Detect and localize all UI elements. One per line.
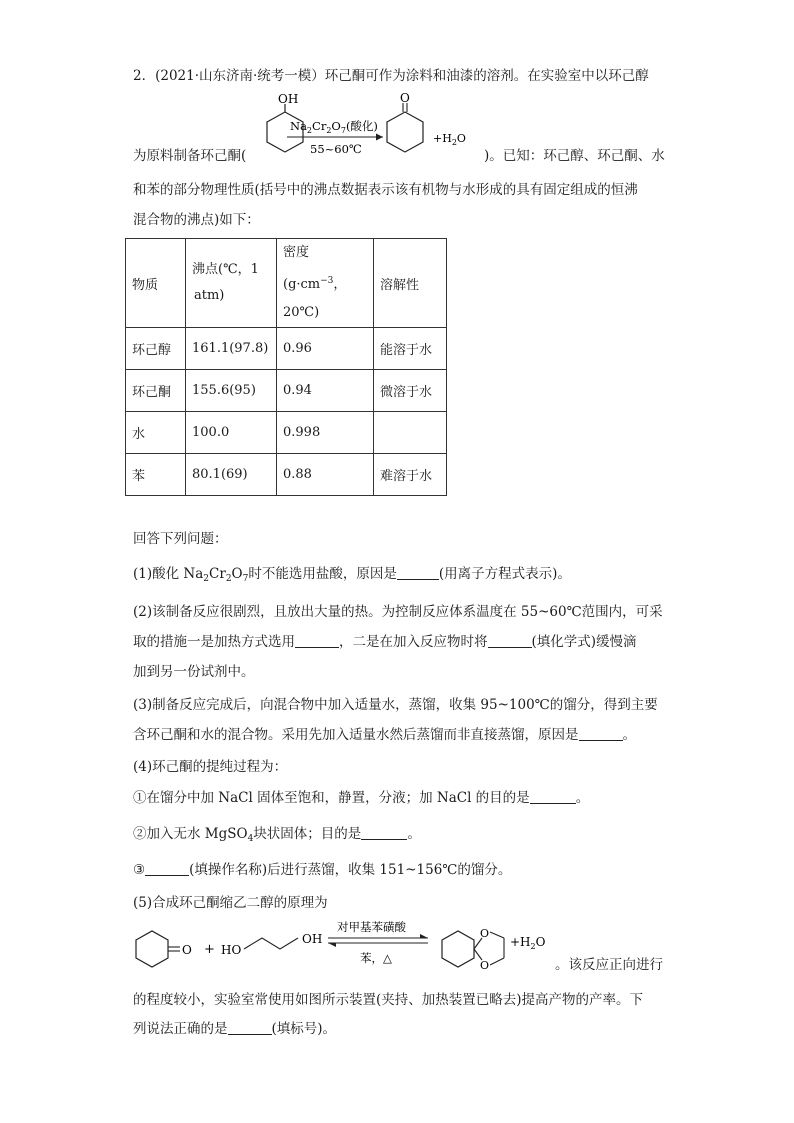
condition-label: 55~60℃ (310, 142, 362, 156)
question-4-step-2: ②加入无水 MgSO$_4$块状固体；目的是 。 (133, 826, 421, 844)
catalyst-label: 对甲基苯磺酸 (337, 920, 406, 934)
table-row (126, 370, 447, 412)
cell-boiling-point: 100.0 (186, 412, 277, 454)
cell-substance: 苯 (126, 454, 186, 496)
question-5-line-2: 的程度较小，实验室常使用如图所示装置(夹持、加热装置已略去)提高产物的产率。下 (133, 992, 644, 1008)
cyclohexanone-ring (387, 112, 423, 152)
properties-table (125, 238, 447, 496)
diol-ho-label: HO (221, 943, 242, 957)
header-boiling-point: 沸点(℃，1 atm) (186, 239, 277, 328)
question-5-line-3: 列说法正确的是 (填标号)。 (133, 1021, 337, 1037)
cell-boiling-point: 155.6(95) (186, 370, 277, 412)
table-row (126, 328, 447, 370)
question-line-2a: 为原料制备环己酮( (133, 148, 247, 164)
header-solubility: 溶解性 (374, 239, 447, 328)
cell-solubility: 能溶于水 (374, 328, 447, 370)
question-line-1: 2．(2021·山东济南·统考一模）环己酮可作为涂料和油漆的溶剂。在实验室中以环己醇 (133, 68, 649, 84)
cell-density: 0.998 (277, 412, 374, 454)
cell-solubility (374, 412, 447, 454)
header-substance: 物质 (126, 239, 186, 328)
ketal-o-bottom: O (480, 959, 490, 972)
ketone-o-label: O (182, 943, 192, 957)
answer-blank (488, 633, 532, 648)
reaction-1-scheme (245, 92, 485, 170)
question-line-2b: )。已知：环己醇、环己酮、水 (484, 148, 665, 164)
question-4-intro: (4)环己酮的提纯过程为： (133, 759, 288, 775)
cell-boiling-point: 161.1(97.8) (186, 328, 277, 370)
cell-density: 0.88 (277, 454, 374, 496)
question-5-intro: (5)合成环己酮缩乙二醇的原理为 (133, 895, 328, 911)
cell-substance: 环己醇 (126, 328, 186, 370)
answer-blank (295, 633, 339, 648)
answer-blank (361, 825, 407, 840)
answer-blank (228, 1020, 272, 1035)
cell-solubility: 难溶于水 (374, 454, 447, 496)
diol-oh-label: OH (302, 932, 323, 946)
question-2-line-3: 加到另一份试剂中。 (133, 664, 255, 680)
question-4-step-3: ③ (填操作名称)后进行蒸馏，收集 151~156℃的馏分。 (133, 862, 512, 878)
ketal-cyclohexane-ring (442, 931, 474, 967)
water-label: $+H_2O$ (510, 935, 546, 951)
answer-blank (579, 726, 623, 741)
table-row (126, 454, 447, 496)
reactant-oh-label: OH (278, 92, 299, 106)
question-4-step-1: ①在馏分中加 NaCl 固体至饱和，静置，分液；加 NaCl 的目的是 。 (133, 790, 590, 806)
answer-blank (397, 565, 439, 580)
question-3-line-2: 含环己酮和水的混合物。采用先加入适量水然后蒸馏而非直接蒸馏，原因是 。 (133, 727, 636, 743)
cell-density: 0.94 (277, 370, 374, 412)
question-2-line-2: 取的措施一是加热方式选用 ，二是在加入反应物时将 (填化学式)缓慢滴 (133, 634, 637, 650)
reaction-2-scheme (128, 918, 558, 976)
cell-boiling-point: 80.1(69) (186, 454, 277, 496)
question-1: (1)酸化 $Na_2Cr_2O_7$时不能选用盐酸，原因是 (用离子方程式表示)。 (133, 566, 571, 584)
cell-substance: 水 (126, 412, 186, 454)
question-5-after-scheme: 。该反应正向进行 (555, 957, 663, 973)
reagent-label: $Na_2Cr_2O_7$(酸化) (290, 119, 378, 135)
cell-substance: 环己酮 (126, 370, 186, 412)
answers-intro: 回答下列问题： (133, 531, 228, 547)
table-row (126, 412, 447, 454)
answer-blank (145, 861, 189, 876)
question-line-3: 和苯的部分物理性质(括号中的沸点数据表示该有机物与水形成的具有固定组成的恒沸 (133, 182, 638, 198)
question-3-line-1: (3)制备反应完成后，向混合物中加入适量水，蒸馏，收集 95~100℃的馏分，得到主要 (133, 697, 658, 713)
byproduct-water: $+H_2O$ (433, 132, 466, 147)
plus-sign: + (204, 942, 215, 957)
cell-solubility: 微溶于水 (374, 370, 447, 412)
diol-chain (244, 938, 298, 949)
question-line-4: 混合物的沸点)如下： (133, 212, 260, 228)
header-density: 密度($g\cdot cm^{-3}$， 20℃) (277, 239, 374, 328)
question-2-line-1: (2)该制备反应很剧烈，且放出大量的热。为控制反应体系温度在 55~60℃范围内，可采 (133, 604, 663, 620)
cyclohexanone-ring (136, 931, 168, 967)
solvent-label: 苯，△ (360, 951, 392, 965)
product-o-label: O (400, 92, 410, 105)
cell-density: 0.96 (277, 328, 374, 370)
ketal-o-top: O (480, 927, 490, 940)
answer-blank (530, 789, 576, 804)
table-header-row (126, 239, 447, 328)
